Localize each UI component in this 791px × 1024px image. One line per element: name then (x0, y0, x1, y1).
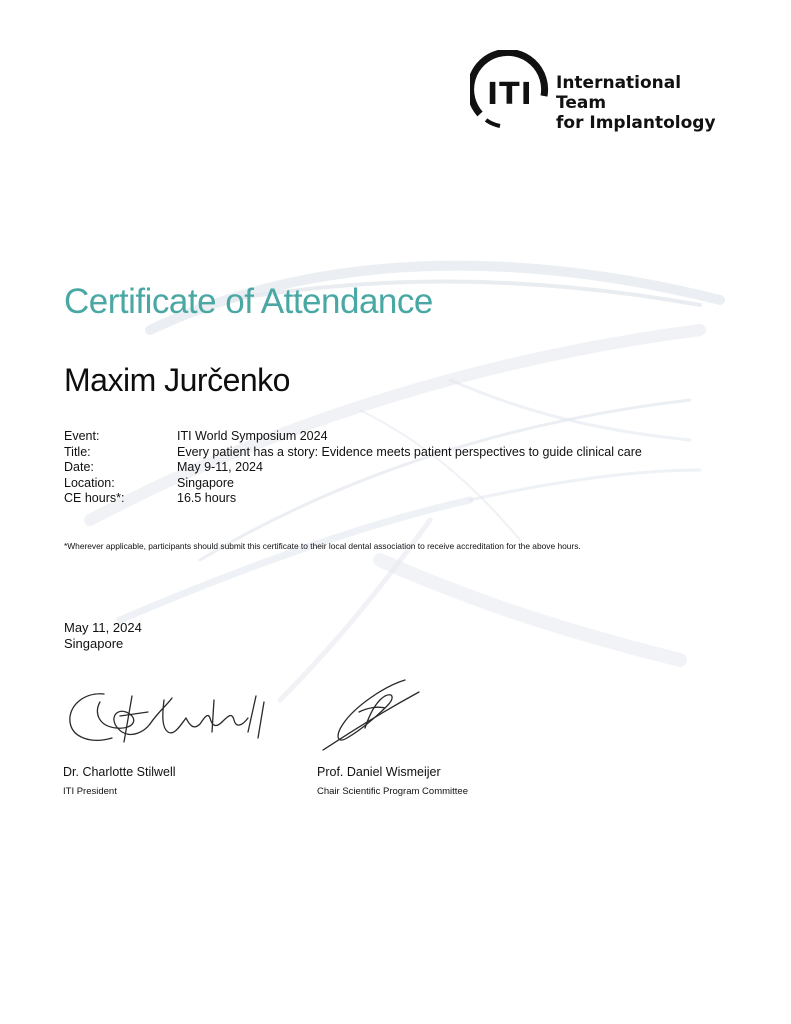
participant-name: Maxim Jurčenko (64, 362, 290, 398)
detail-value: 16.5 hours (177, 491, 237, 505)
iti-logo (470, 50, 720, 133)
signatory-role-1: ITI President (63, 786, 117, 797)
logo-org-line2: for Implantology (556, 113, 716, 133)
certificate-title: Certificate of Attendance (64, 282, 433, 321)
detail-row-title (64, 445, 642, 461)
detail-value: May 9-11, 2024 (177, 460, 263, 474)
detail-label: Event: (64, 429, 100, 443)
logo-org-name (556, 73, 720, 133)
detail-row-event (64, 429, 642, 445)
signatory-role-2: Chair Scientific Program Committee (317, 786, 468, 797)
detail-row-ce-hours (64, 491, 642, 507)
event-details (64, 429, 642, 507)
signature-image-2 (315, 676, 425, 754)
issue-date: May 11, 2024 (64, 620, 142, 635)
signatory-name-2: Prof. Daniel Wismeijer (317, 765, 441, 779)
signatory-name-1: Dr. Charlotte Stilwell (63, 765, 176, 779)
accreditation-footnote: *Wherever applicable, participants should submit this certificate to their local dental association to receive accreditation for the above hours. (64, 541, 581, 551)
detail-value: Every patient has a story: Evidence meets patient perspectives to guide clinical care (177, 444, 642, 459)
logo-initials: ITI (487, 77, 533, 112)
detail-value: Singapore (177, 475, 234, 490)
issue-block (64, 620, 142, 652)
signature-image-1 (64, 682, 274, 752)
detail-value: ITI World Symposium 2024 (177, 429, 328, 443)
logo-org-line1: International Team (556, 73, 682, 113)
detail-label: CE hours*: (64, 491, 125, 505)
detail-label: Title: (64, 444, 91, 459)
issue-place: Singapore (64, 636, 124, 651)
detail-label: Date: (64, 460, 94, 474)
detail-row-location (64, 476, 642, 492)
detail-row-date (64, 460, 642, 476)
detail-label: Location: (64, 475, 115, 490)
